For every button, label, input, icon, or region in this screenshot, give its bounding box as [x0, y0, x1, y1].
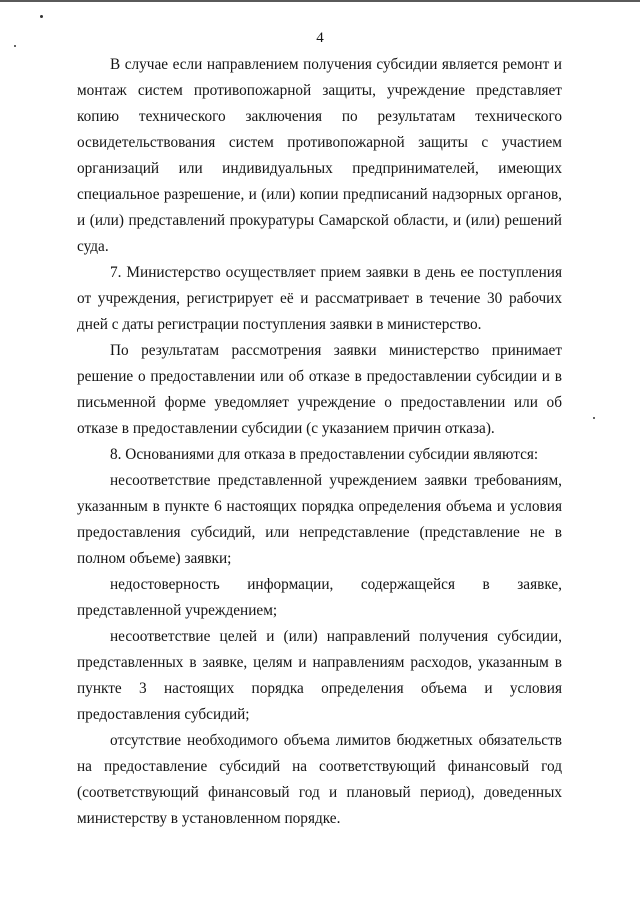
scan-top-edge	[0, 0, 640, 2]
paragraph-subsidy-repair: В случае если направлением получения субсидии является ремонт и монтаж систем противопожарной защиты, учреждение представляет копию технического заключения по результатам технического освидетельствования систем противопожарной защиты с участием организаций или индивидуальных предпринимателей, имеющих специальное разрешение, и (или) копии предписаний надзорных органов, и (или) представлений прокуратуры Самарской области, и (или) решений суда.	[77, 56, 562, 255]
page-number: 4	[316, 30, 324, 46]
paragraph-item-8: 8. Основаниями для отказа в предоставлении субсидии являются:	[110, 446, 539, 463]
paragraph-refusal-goals-mismatch: несоответствие целей и (или) направлений получения субсидии, представленных в заявке, целям и направлениям расходов, указанным в пункте 3 настоящих порядка определения объема и условия предоставления субсидий;	[77, 628, 562, 723]
paragraph-review-results: По результатам рассмотрения заявки министерство принимает решение о предоставлении или об отказе в предоставлении субсидии и в письменной форме уведомляет учреждение о предоставлении или об отказе в предоставлении субсидии (с указанием причин отказа).	[77, 342, 562, 437]
paragraph-refusal-no-limits: отсутствие необходимого объема лимитов бюджетных обязательств на предоставление субсидий на соответствующий финансовый год (соответствующий финансовый год и плановый период), доведенных министерству в установленном порядке.	[77, 732, 562, 827]
scan-speck	[593, 417, 595, 419]
scan-speck	[40, 15, 43, 18]
paragraph-refusal-nonconformity: несоответствие представленной учреждением заявки требованиям, указанным в пункте 6 настоящих порядка определения объема и условия предоставления субсидий, или непредставление (представление не в полном объеме) заявки;	[77, 472, 562, 567]
document-body	[77, 52, 562, 832]
paragraph-item-7: 7. Министерство осуществляет прием заявки в день ее поступления от учреждения, регистрирует её и рассматривает в течение 30 рабочих дней с даты регистрации поступления заявки в министерство.	[77, 264, 562, 333]
paragraph-refusal-unreliable-info: недостоверность информации, содержащейся в заявке, представленной учреждением;	[77, 576, 562, 619]
